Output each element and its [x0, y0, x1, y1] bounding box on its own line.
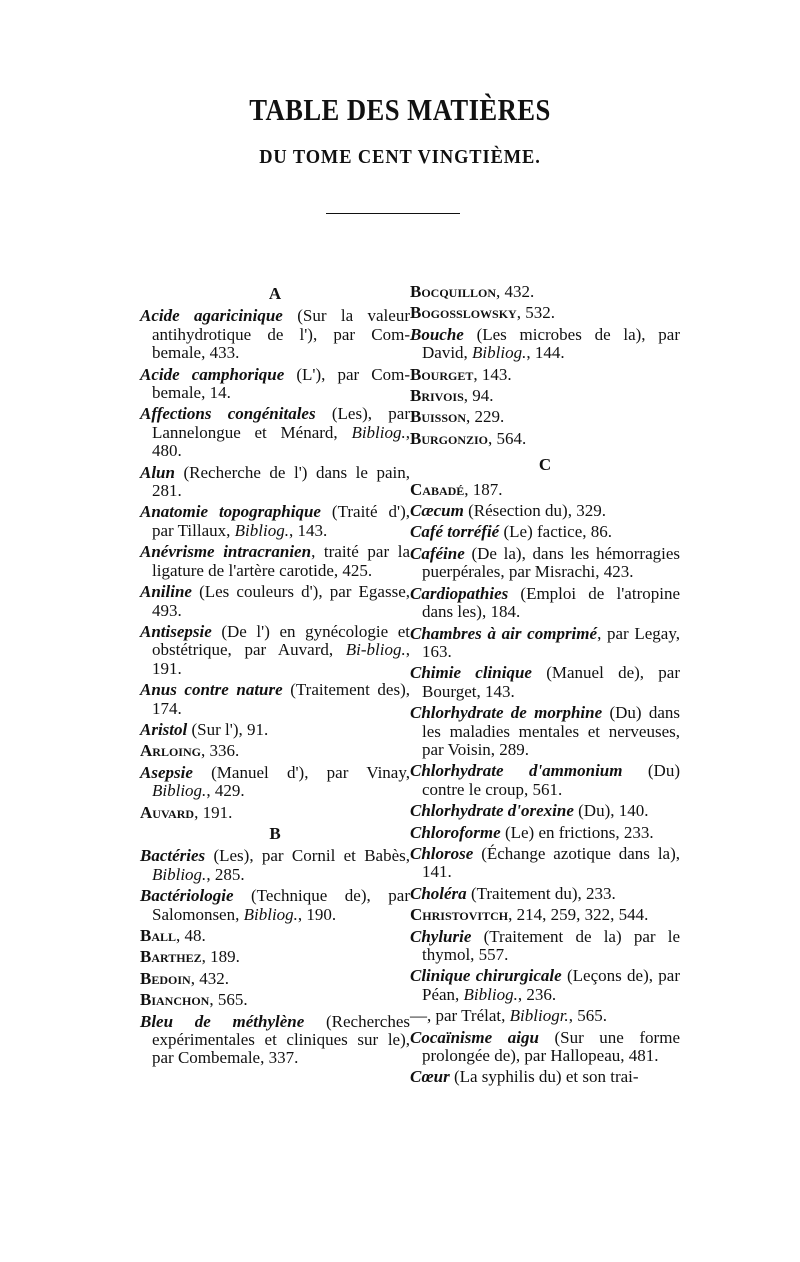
- entry-heading: Anatomie topographique: [140, 502, 321, 522]
- entry-page-ref: , 144.: [526, 343, 565, 363]
- index-column-right: [410, 283, 680, 1090]
- index-entry: [410, 885, 680, 903]
- index-entry: [140, 1013, 410, 1068]
- title-rule: [326, 213, 460, 214]
- index-entry: [410, 802, 680, 820]
- index-entry: [410, 304, 680, 322]
- index-entry: [410, 408, 680, 426]
- index-entry: [140, 991, 410, 1009]
- section-letter: C: [538, 455, 552, 475]
- index-entry: [410, 845, 680, 882]
- entry-heading: Alun: [140, 462, 175, 482]
- entry-text: (De l') en gynécologie et obstétrique, par Auvard,: [152, 621, 410, 660]
- entry-text: , 565.: [209, 990, 248, 1010]
- entry-text: (Sur une forme prolongée de), par Hallopeau, 481.: [422, 1027, 680, 1066]
- index-entry: [140, 583, 410, 620]
- page-subtitle: DU TOME CENT VINGTIÈME.: [259, 146, 541, 168]
- entry-text: , 564.: [488, 428, 527, 448]
- index-entry: [410, 283, 680, 301]
- entry-author-name: Bedoin: [140, 968, 191, 988]
- entry-text: (Recherche de l') dans le pain, 281.: [152, 462, 410, 501]
- entry-text: (Traitement du), 233.: [466, 883, 616, 903]
- entry-text: , 94.: [463, 386, 494, 406]
- entry-text: (Le) factice, 86.: [499, 522, 613, 542]
- entry-text: , 48.: [176, 926, 206, 945]
- index-entry: [140, 764, 410, 801]
- entry-text: , 432.: [496, 282, 535, 301]
- entry-text: (Les), par Lannelongue et Ménard,: [152, 404, 411, 442]
- entry-text: (Sur l'), 91.: [187, 719, 269, 739]
- index-entry: [410, 1068, 680, 1086]
- index-entry: [410, 704, 680, 759]
- index-entry: [140, 742, 410, 760]
- entry-text: (Les), par Cornil et Babès,: [205, 846, 410, 866]
- index-entry: [410, 928, 680, 965]
- entry-author-name: Bourget: [410, 364, 474, 384]
- entry-heading: Bouche: [410, 324, 464, 344]
- entry-text: (Leçons de), par Péan,: [422, 966, 680, 1004]
- entry-text: (Emploi de l'atropine dans les), 184.: [422, 583, 680, 622]
- entry-author-name: Christovitch: [410, 905, 509, 925]
- entry-heading: Affections congénitales: [140, 404, 316, 424]
- entry-heading: Chimie clinique: [410, 663, 532, 683]
- index-entry: [140, 948, 410, 966]
- entry-text: (Manuel de), par Bourget, 143.: [422, 663, 680, 701]
- entry-author-name: Bocquillon: [410, 282, 497, 301]
- index-entry: [140, 970, 410, 988]
- entry-author-name: Ball: [140, 926, 177, 945]
- entry-page-ref: , 143.: [288, 520, 328, 540]
- entry-text: , par Legay, 163.: [422, 623, 681, 661]
- entry-heading: Chylurie: [410, 926, 472, 946]
- index-entry: [410, 625, 680, 662]
- entry-heading: Anus contre nature: [140, 680, 283, 700]
- index-entry: [140, 887, 410, 924]
- index-entry: [140, 405, 410, 460]
- index-entry: [140, 503, 410, 540]
- entry-heading: Chlorhydrate de morphine: [410, 703, 603, 723]
- entry-text: , 432.: [190, 968, 229, 988]
- entry-bibliog: Bibliog.: [152, 781, 207, 801]
- entry-text: , 532.: [516, 303, 555, 323]
- index-entry: [410, 502, 680, 520]
- entry-author-name: Barthez: [140, 947, 202, 967]
- entry-bibliog: Bi-bliog.: [345, 640, 406, 660]
- entry-text: —, par Trélat,: [410, 1006, 510, 1026]
- entry-author-name: Bianchon: [140, 990, 210, 1010]
- index-entry: [140, 804, 410, 822]
- entry-text: , 229.: [466, 407, 505, 427]
- entry-heading: Aristol: [140, 719, 188, 739]
- entry-text: , 143.: [473, 364, 512, 384]
- index-entry: [140, 307, 410, 362]
- entry-author-name: Burgonzio: [410, 428, 489, 448]
- entry-text: , 214, 259, 322, 544.: [508, 905, 649, 925]
- entry-text: (De la), dans les hémorragies puerpérales, par Misrachi, 423.: [422, 543, 680, 582]
- index-entry: [410, 523, 680, 541]
- entry-text: (Du) contre le croup, 561.: [422, 761, 680, 799]
- index-entry: [410, 366, 680, 384]
- index-column-left: [140, 283, 410, 1071]
- entry-heading: Cocaïnisme aigu: [410, 1027, 539, 1047]
- index-entry: [140, 847, 410, 884]
- entry-bibliog: Bibliog.: [234, 520, 289, 540]
- index-entry: [410, 585, 680, 622]
- index-entry: [140, 464, 410, 501]
- entry-text: (Du) dans les maladies mentales et nerveuses, par Voisin, 289.: [422, 703, 680, 759]
- entry-heading: Acide agaricinique: [140, 306, 283, 326]
- entry-heading: Acide camphorique: [140, 364, 285, 384]
- entry-text: , 191.: [194, 802, 233, 822]
- entry-heading: Choléra: [410, 883, 467, 903]
- entry-author-name: Cabadé: [410, 479, 465, 499]
- section-letter: A: [268, 284, 282, 303]
- entry-heading: Chlorhydrate d'ammonium: [410, 761, 623, 781]
- entry-page-ref: , 191.: [152, 640, 410, 678]
- entry-author-name: Buisson: [410, 407, 467, 427]
- section-letter: B: [269, 823, 281, 843]
- index-entry: [410, 906, 680, 924]
- entry-heading: Chlorhydrate d'orexine: [410, 801, 574, 821]
- index-entry: [410, 967, 680, 1004]
- entry-text: (Manuel d'), par Vinay,: [192, 762, 410, 782]
- entry-bibliog: Bibliog.: [152, 864, 207, 884]
- index-entry: [140, 623, 410, 678]
- entry-page-ref: , 480.: [152, 422, 410, 461]
- index-entry: [410, 1007, 680, 1025]
- entry-heading: Anévrisme intracranien: [140, 542, 312, 562]
- entry-page-ref: , 236.: [517, 984, 557, 1004]
- entry-text: (Traité d'), par Tillaux,: [152, 502, 411, 540]
- index-entry: [410, 664, 680, 701]
- entry-heading: Chambres à air comprimé: [410, 623, 598, 643]
- entry-text: (La syphilis du) et son trai-: [449, 1067, 639, 1087]
- entry-heading: Chlorose: [410, 843, 474, 863]
- entry-heading: Aniline: [140, 582, 192, 602]
- entry-text: (Les couleurs d'), par Egasse, 493.: [152, 582, 410, 620]
- entry-text: , traité par la ligature de l'artère carotide, 425.: [152, 542, 410, 580]
- entry-heading: Antisepsie: [140, 621, 212, 641]
- index-entry: [410, 1029, 680, 1066]
- index-entry: [140, 721, 410, 739]
- index-entry: [140, 543, 410, 580]
- entry-heading: Café torréfié: [410, 522, 500, 542]
- entry-text: (Recherches expérimentales et cliniques sur le), par Combemale, 337.: [152, 1011, 410, 1068]
- index-entry: [140, 927, 410, 945]
- entry-page-ref: , 565.: [568, 1006, 607, 1026]
- entry-bibliog: Bibliogr.: [509, 1006, 569, 1026]
- entry-page-ref: , 429.: [206, 781, 245, 801]
- entry-text: (L'), par Com-bemale, 14.: [152, 364, 410, 403]
- entry-text: (Du), 140.: [573, 801, 649, 821]
- entry-text: (Sur la valeur antihydrotique de l'), par Com-bemale, 433.: [152, 306, 410, 363]
- entry-author-name: Arloing: [140, 741, 201, 761]
- index-entry: [140, 681, 410, 718]
- entry-heading: Asepsie: [140, 762, 193, 782]
- entry-bibliog: Bibliog.: [472, 343, 527, 363]
- entry-bibliog: Bibliog.: [463, 984, 518, 1004]
- entry-heading: Cæcum: [410, 501, 464, 521]
- entry-heading: Clinique chirurgicale: [410, 966, 562, 986]
- entry-heading: Bleu de méthylène: [140, 1011, 305, 1031]
- entry-author-name: Brivois: [410, 386, 464, 406]
- entry-page-ref: , 190.: [297, 904, 337, 924]
- page-title: TABLE DES MATIÈRES: [249, 92, 551, 127]
- entry-text: (Le) en frictions, 233.: [500, 822, 654, 842]
- index-entry: [410, 430, 680, 448]
- entry-text: (Traitement des), 174.: [152, 680, 410, 718]
- entry-heading: Cardiopathies: [410, 583, 509, 603]
- entry-heading: Cœur: [410, 1067, 450, 1087]
- entry-text: (Résection du), 329.: [463, 501, 606, 521]
- entry-author-name: Bogosslowsky: [410, 303, 517, 323]
- index-entry: [140, 366, 410, 403]
- entry-text: (Traitement de la) par le thymol, 557.: [422, 926, 680, 964]
- entry-text: (Échange azotique dans la), 141.: [422, 843, 680, 882]
- entry-heading: Caféine: [410, 543, 465, 563]
- entry-text: , 189.: [201, 947, 240, 967]
- entry-text: , 336.: [200, 741, 240, 761]
- entry-heading: Bactéries: [140, 846, 206, 866]
- index-entry: [410, 545, 680, 582]
- entry-text: (Les microbes de la), par David,: [422, 324, 680, 363]
- entry-page-ref: , 285.: [206, 864, 245, 884]
- entry-author-name: Auvard: [140, 802, 195, 822]
- entry-heading: Bactériologie: [140, 886, 234, 906]
- index-entry: [410, 762, 680, 799]
- entry-text: (Technique de), par Salomonsen,: [152, 886, 410, 924]
- index-entry: [410, 326, 680, 363]
- entry-text: , 187.: [464, 479, 503, 499]
- index-entry: [410, 387, 680, 405]
- entry-heading: Chloroforme: [410, 822, 501, 842]
- entry-bibliog: Bibliog.: [351, 422, 406, 442]
- index-entry: [410, 824, 680, 842]
- index-entry: [410, 481, 680, 499]
- entry-bibliog: Bibliog.: [243, 904, 298, 924]
